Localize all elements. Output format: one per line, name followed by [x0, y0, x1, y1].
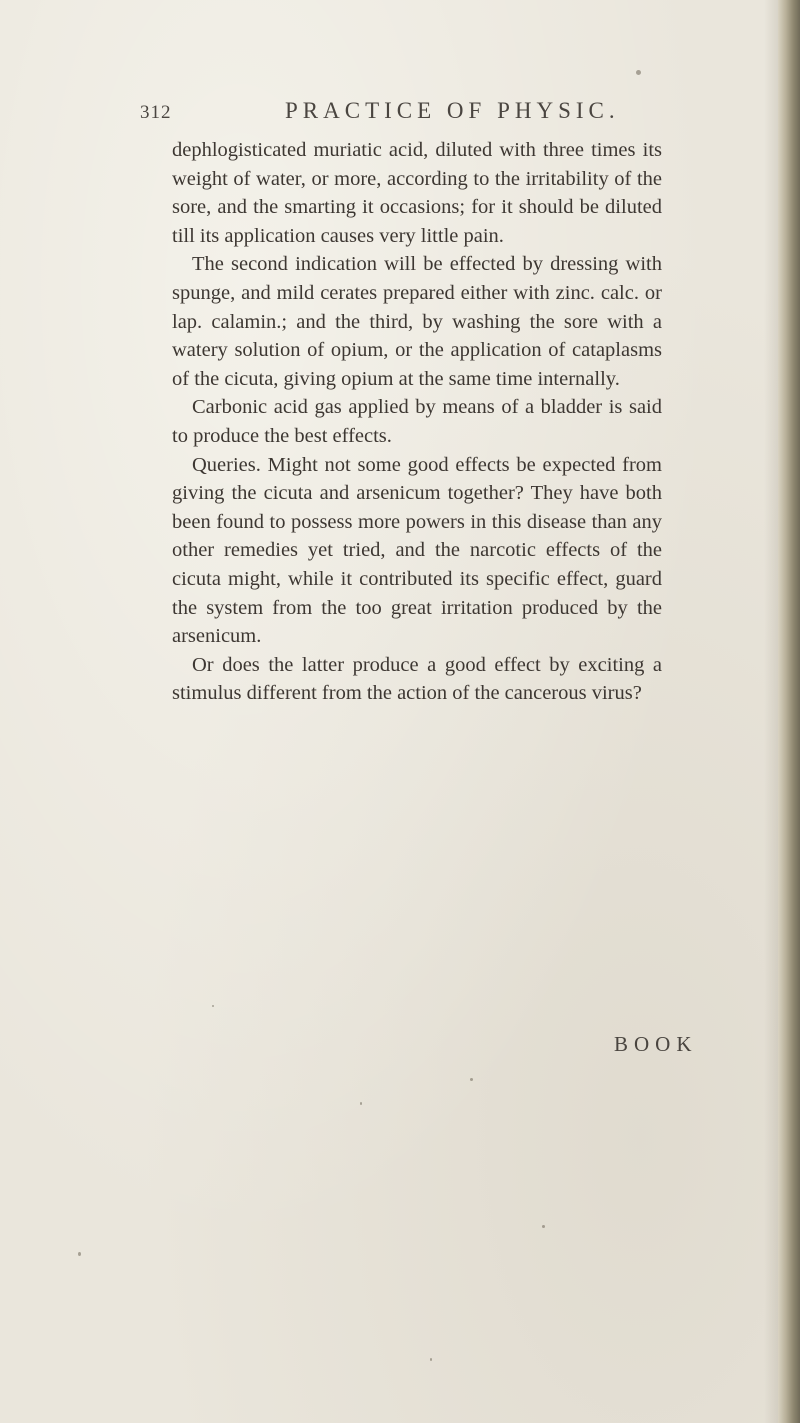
page-number: 312 — [140, 102, 172, 123]
paragraph-carbonic-acid: Carbonic acid gas applied by means of a bladder is said to produce the best effects. — [172, 396, 662, 447]
running-title: PRACTICE OF PHYSIC. — [285, 98, 620, 123]
running-head — [140, 98, 660, 132]
paragraph-second-indication: The second indication will be effected by dressing with spunge, and mild cerates prepared either with zinc. calc. or lap. calamin.; and the third, by washing the sore with a watery solution of opium, or the application of cataplasms of the cicuta, giving opium at the same time internally. — [172, 253, 662, 390]
paragraph-continuation: dephlogisticated muriatic acid, diluted with three times its weight of water, or more, according to the irritability of the sore, and the smarting it occasions; for it should be diluted till its application causes very little pain. — [172, 139, 662, 247]
paragraph-queries: Queries. Might not some good effects be expected from giving the cicuta and arsenicum together? They have both been found to possess more powers in this disease than any other remedies yet tried, and the narcotic effects of the cicuta might, while it contributed its specific effect, guard the system from the too great irritation produced by the arsenicum. — [172, 453, 662, 648]
page-edge — [778, 0, 800, 1423]
paragraph-or-does: Or does the latter produce a good effect by exciting a stimulus different from the action of the cancerous virus? — [172, 653, 662, 705]
page-edge-shadow — [764, 0, 778, 1423]
body-text — [172, 136, 662, 708]
catchword: BOOK — [614, 1032, 698, 1056]
